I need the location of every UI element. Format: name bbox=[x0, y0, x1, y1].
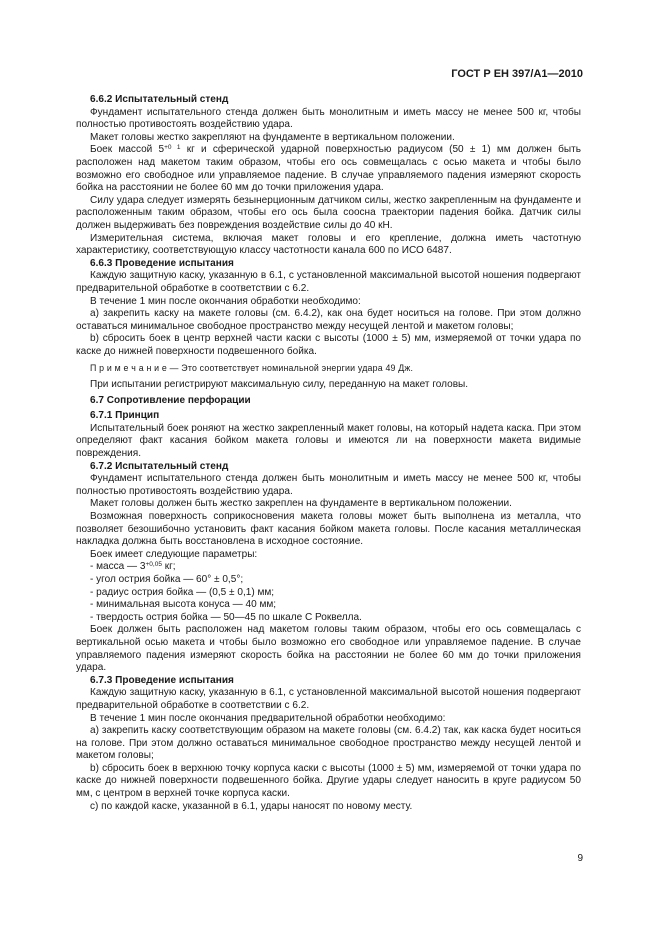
list-item: b) сбросить боек в центр верхней части каски с высоты (1000 ± 5) мм, измеряемой от точки удара по каске до нижней поверхности подвешенного бойка. bbox=[76, 333, 581, 357]
text-run: - масса — 3 bbox=[90, 561, 146, 573]
paragraph: Макет головы жестко закрепляют на фундаменте в вертикальном положении. bbox=[90, 131, 455, 143]
list-item: - угол острия бойка — 60° ± 0,5°; bbox=[90, 573, 244, 585]
text-run: кг и сферической ударной поверхностью радиусом (50 ± 1) мм должен быть расположен над макетом таким образом, чтобы его ось совмещалась с осью макета и чтобы было возможно его свободное или управляемое падение. В случае управляемого падения измеряют скорость бойка на расстоянии не более 60 мм до точки приложения удара. bbox=[76, 144, 581, 194]
superscript: +0,05 bbox=[145, 561, 162, 569]
section-heading-6-7: 6.7 Сопротивление перфорации bbox=[90, 394, 251, 406]
paragraph: Силу удара следует измерять безынерционным датчиком силы, жестко закрепленным на фундаменте и расположенным таким образом, чтобы его ось была соосна траектории падения бойка. Датчик силы должен выдерживать без повреждения воздействие силы до 40 кН. bbox=[76, 194, 581, 231]
paragraph: В течение 1 мин после окончания предварительной обработки необходимо: bbox=[90, 712, 446, 724]
list-item: - радиус острия бойка — (0,5 ± 0,1) мм; bbox=[90, 586, 275, 598]
section-heading-6-7-3: 6.7.3 Проведение испытания bbox=[90, 674, 234, 686]
document-header: ГОСТ Р ЕН 397/А1—2010 bbox=[451, 68, 583, 80]
paragraph: При испытании регистрируют максимальную силу, переданную на макет головы. bbox=[90, 379, 469, 391]
document-body bbox=[76, 94, 581, 813]
paragraph: Испытательный боек роняют на жестко закрепленный макет головы, на который надета каска. При этом определяют факт касания бойком макета головы и имеются ли на поверхности макета видимые повреждения. bbox=[76, 422, 581, 460]
list-item: с) по каждой каске, указанной в 6.1, удары наносят по новому месту. bbox=[90, 800, 413, 812]
text-run: Боек массой 5 bbox=[90, 144, 165, 156]
note: П р и м е ч а н и е — Это соответствует номинальной энергии удара 49 Дж. bbox=[90, 363, 414, 374]
page-number: 9 bbox=[577, 853, 583, 864]
paragraph: В течение 1 мин после окончания обработки необходимо: bbox=[90, 295, 361, 307]
section-heading-6-7-2: 6.7.2 Испытательный стенд bbox=[90, 460, 229, 472]
list-item: b) сбросить боек в верхнюю точку корпуса каски с высоты (1000 ± 5) мм, измеряемой от точки удара по каске до нижней поверхности подвешенного бойка. Другие удары следует наносить в круге радиусом 50 мм, с центром в верхней точке корпуса каски. bbox=[76, 762, 581, 800]
section-heading-6-7-1: 6.7.1 Принцип bbox=[90, 410, 160, 422]
paragraph: Каждую защитную каску, указанную в 6.1, с установленной максимальной высотой ношения подвергают предварительной обработке в соответствии с 6.2. bbox=[76, 270, 581, 294]
paragraph: Каждую защитную каску, указанную в 6.1, с установленной максимальной высотой ношения подвергают предварительной обработке в соответствии с 6.2. bbox=[76, 687, 581, 711]
list-item: - твердость острия бойка — 50—45 по шкале С Роквелла. bbox=[90, 611, 362, 623]
text-run: кг; bbox=[161, 561, 176, 573]
paragraph: Боек имеет следующие параметры: bbox=[90, 548, 258, 560]
paragraph: Возможная поверхность соприкосновения макета головы может быть выполнена из металла, что позволяет безошибочно установить факт касания бойком макета головы. После касания металлическая накладка должна быть восстановлена в исходное состояние. bbox=[76, 511, 581, 548]
paragraph: Измерительная система, включая макет головы и его крепление, должна иметь частотную характеристику, соответствующую классу частотности канала 600 по ИСО 6487. bbox=[76, 232, 581, 257]
list-item: а) закрепить каску соответствующим образом на макете головы (см. 6.4.2) так, как каска будет носиться на голове. При этом должно оставаться минимальное свободное пространство между несущей лентой и макетом головы; bbox=[76, 725, 581, 762]
list-item: - минимальная высота конуса — 40 мм; bbox=[90, 599, 277, 611]
list-item bbox=[76, 561, 581, 574]
section-heading-6-6-2: 6.6.2 Испытательный стенд bbox=[90, 94, 229, 105]
paragraph: Фундамент испытательного стенда должен быть монолитным и иметь массу не менее 500 кг, чтобы полностью противостоять воздействию удара. bbox=[76, 106, 581, 131]
section-heading-6-6-3: 6.6.3 Проведение испытания bbox=[90, 257, 234, 269]
paragraph: Фундамент испытательного стенда должен быть монолитным и иметь массу не менее 500 кг, чтобы полностью противостоять воздействию удара. bbox=[76, 473, 581, 497]
paragraph: Боек должен быть расположен над макетом головы таким образом, чтобы его ось совмещалась с вертикальной осью макета и чтобы было возможно его свободное или управляемое падение. В случае управляемого падения измеряют скорость бойка на расстоянии не более 60 мм до точки приложения удара. bbox=[76, 624, 581, 674]
superscript: +0 1 bbox=[164, 144, 181, 152]
paragraph bbox=[76, 144, 581, 194]
paragraph: Макет головы должен быть жестко закреплен на фундаменте в вертикальном положении. bbox=[90, 498, 512, 510]
list-item: а) закрепить каску на макете головы (см. 6.4.2), как она будет носиться на голове. При этом должно оставаться минимальное свободное пространство между несущей лентой и макетом головы; bbox=[76, 308, 581, 332]
